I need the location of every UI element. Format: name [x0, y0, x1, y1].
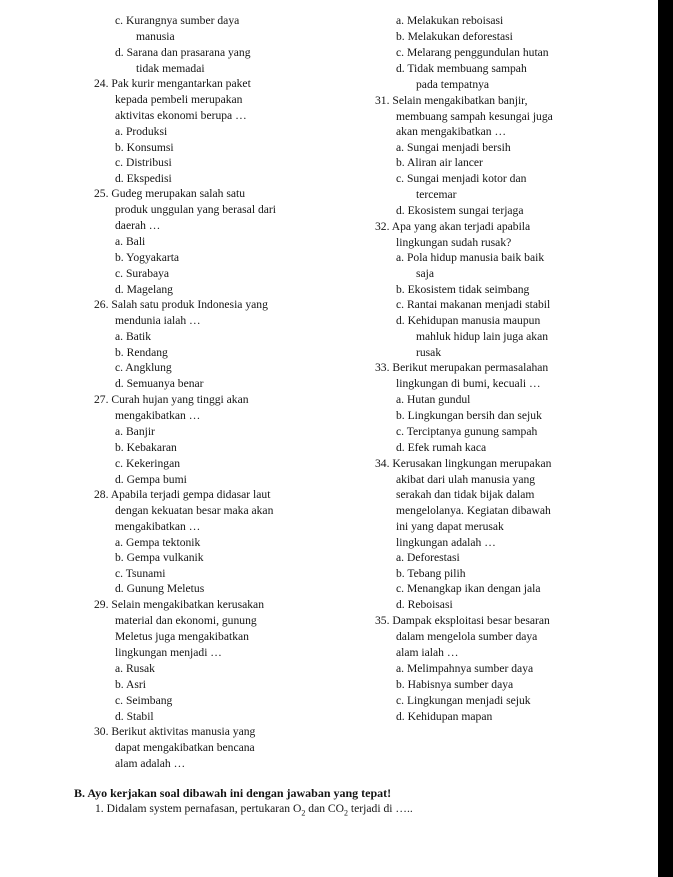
left-line: alam adalah …: [115, 757, 186, 770]
right-line: b. Tebang pilih: [396, 567, 466, 580]
left-line: c. Surabaya: [115, 267, 170, 280]
left-line: c. Kurangnya sumber daya: [115, 14, 240, 27]
right-line: d. Tidak membuang sampah: [396, 62, 527, 75]
right-line: c. Melarang penggundulan hutan: [396, 46, 549, 59]
right-line: lingkungan di bumi, kecuali …: [396, 377, 541, 390]
right-line: d. Kehidupan manusia maupun: [396, 314, 541, 327]
left-line: d. Stabil: [115, 710, 154, 723]
q1-text-mid: dan CO: [305, 802, 345, 815]
left-line: d. Gempa bumi: [115, 473, 187, 486]
right-line: lingkungan adalah …: [396, 536, 496, 549]
left-line: daerah …: [115, 219, 161, 232]
right-line: c. Lingkungan menjadi sejuk: [396, 694, 531, 707]
left-line: lingkungan menjadi …: [115, 646, 222, 659]
left-line: 24. Pak kurir mengantarkan paket: [94, 77, 251, 90]
left-line: 29. Selain mengakibatkan kerusakan: [94, 598, 264, 611]
left-line: kepada pembeli merupakan: [115, 93, 243, 106]
right-line: 34. Kerusakan lingkungan merupakan: [375, 457, 552, 470]
right-line: b. Melakukan deforestasi: [396, 30, 513, 43]
left-line: mengakibatkan …: [115, 520, 201, 533]
left-line: material dan ekonomi, gunung: [115, 614, 257, 627]
right-line: b. Habisnya sumber daya: [396, 678, 514, 691]
right-line: 33. Berikut merupakan permasalahan: [375, 361, 549, 374]
q1-text-start: 1. Didalam system pernafasan, pertukaran O: [95, 802, 302, 815]
right-line: b. Aliran air lancer: [396, 156, 483, 169]
left-line: produk unggulan yang berasal dari: [115, 203, 276, 216]
left-line: 25. Gudeg merupakan salah satu: [94, 187, 245, 200]
left-line: mendunia ialah …: [115, 314, 201, 327]
right-line: alam ialah …: [396, 646, 459, 659]
right-line: tercemar: [416, 188, 457, 201]
right-line: c. Sungai menjadi kotor dan: [396, 172, 527, 185]
left-line: a. Banjir: [115, 425, 155, 438]
right-line: 31. Selain mengakibatkan banjir,: [375, 94, 528, 107]
right-line: ini yang dapat merusak: [396, 520, 504, 533]
left-line: dengan kekuatan besar maka akan: [115, 504, 274, 517]
right-line: akibat dari ulah manusia yang: [396, 473, 536, 486]
section-b-heading: B. Ayo kerjakan soal dibawah ini dengan jawaban yang tepat!: [74, 786, 392, 800]
left-line: c. Seimbang: [115, 694, 173, 707]
right-line: 35. Dampak eksploitasi besar besaran: [375, 614, 550, 627]
right-line: d. Reboisasi: [396, 598, 453, 611]
left-line: d. Semuanya benar: [115, 377, 204, 390]
left-line: c. Kekeringan: [115, 457, 181, 470]
left-line: manusia: [136, 30, 175, 43]
left-line: mengakibatkan …: [115, 409, 201, 422]
right-line: pada tempatnya: [416, 78, 490, 91]
left-line: b. Asri: [115, 678, 146, 691]
right-line: rusak: [416, 346, 442, 359]
right-line: c. Rantai makanan menjadi stabil: [396, 298, 551, 311]
left-line: tidak memadai: [136, 62, 205, 75]
right-line: membuang sampah kesungai juga: [396, 110, 553, 123]
left-line: b. Gempa vulkanik: [115, 551, 204, 564]
right-line: a. Melimpahnya sumber daya: [396, 662, 534, 675]
left-line: d. Gunung Meletus: [115, 582, 205, 595]
right-line: a. Hutan gundul: [396, 393, 471, 406]
left-line: b. Yogyakarta: [115, 251, 180, 264]
left-line: b. Rendang: [115, 346, 168, 359]
left-line: a. Batik: [115, 330, 152, 343]
left-line: a. Gempa tektonik: [115, 536, 201, 549]
left-line: b. Konsumsi: [115, 141, 174, 154]
right-line: serakah dan tidak bijak dalam: [396, 488, 535, 501]
right-line: mengelolanya. Kegiatan dibawah: [396, 504, 551, 517]
left-line: c. Tsunami: [115, 567, 166, 580]
left-line: b. Kebakaran: [115, 441, 177, 454]
right-line: a. Deforestasi: [396, 551, 460, 564]
q1-subscript-o2: 2: [301, 808, 306, 818]
left-line: dapat mengakibatkan bencana: [115, 741, 255, 754]
right-line: c. Menangkap ikan dengan jala: [396, 582, 541, 595]
left-line: 26. Salah satu produk Indonesia yang: [94, 298, 268, 311]
left-line: d. Sarana dan prasarana yang: [115, 46, 251, 59]
right-line: c. Terciptanya gunung sampah: [396, 425, 538, 438]
q1-subscript-co2: 2: [344, 808, 349, 818]
left-line: a. Produksi: [115, 125, 168, 138]
left-line: 28. Apabila terjadi gempa didasar laut: [94, 488, 271, 501]
left-line: Meletus juga mengakibatkan: [115, 630, 249, 643]
q1-text-end: terjadi di …..: [348, 802, 413, 815]
left-line: d. Ekspedisi: [115, 172, 172, 185]
section-b-question-1: [95, 803, 413, 817]
right-line: 32. Apa yang akan terjadi apabila: [375, 220, 531, 233]
right-line: a. Melakukan reboisasi: [396, 14, 504, 27]
right-line: mahluk hidup lain juga akan: [416, 330, 549, 343]
left-line: a. Bali: [115, 235, 146, 248]
left-line: c. Distribusi: [115, 156, 172, 169]
right-line: a. Pola hidup manusia baik baik: [396, 251, 545, 264]
right-line: d. Kehidupan mapan: [396, 710, 493, 723]
right-line: b. Ekosistem tidak seimbang: [396, 283, 530, 296]
left-line: c. Angklung: [115, 361, 172, 374]
right-line: d. Ekosistem sungai terjaga: [396, 204, 524, 217]
right-line: b. Lingkungan bersih dan sejuk: [396, 409, 542, 422]
right-line: saja: [416, 267, 435, 280]
left-line: 30. Berikut aktivitas manusia yang: [94, 725, 256, 738]
right-line: d. Efek rumah kaca: [396, 441, 487, 454]
right-line: dalam mengelola sumber daya: [396, 630, 538, 643]
left-line: d. Magelang: [115, 283, 173, 296]
scan-edge-strip: [658, 0, 673, 877]
right-line: lingkungan sudah rusak?: [396, 236, 512, 249]
right-line: akan mengakibatkan …: [396, 125, 507, 138]
left-line: 27. Curah hujan yang tinggi akan: [94, 393, 249, 406]
left-line: a. Rusak: [115, 662, 155, 675]
left-line: aktivitas ekonomi berupa …: [115, 109, 247, 122]
right-line: a. Sungai menjadi bersih: [396, 141, 511, 154]
